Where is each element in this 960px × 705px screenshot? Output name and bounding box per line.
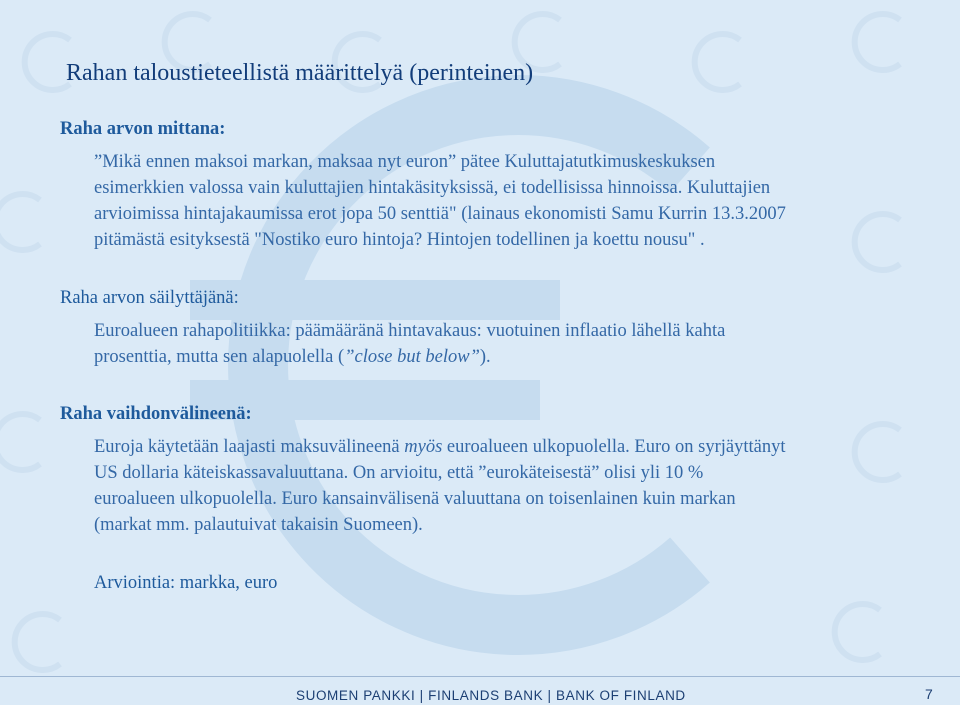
heading-text: Raha vaihdonvälineenä: bbox=[60, 404, 252, 424]
assessment-line: Arviointia: markka, euro bbox=[94, 573, 278, 593]
text-line: (markat mm. palautuivat takaisin Suomeen). bbox=[94, 515, 423, 535]
section-body-measure bbox=[94, 149, 924, 253]
text-line bbox=[94, 434, 924, 460]
text-segment: ). bbox=[479, 347, 491, 367]
text-segment: Euroja käytetään laajasti maksuvälineenä bbox=[94, 437, 405, 457]
text-line: ”Mikä ennen maksoi markan, maksaa nyt euron” pätee Kuluttajatutkimuskeskuksen bbox=[94, 152, 716, 172]
text-line bbox=[94, 344, 924, 370]
text-line: pitämästä esityksestä "Nostiko euro hintoja? Hintojen todellinen ja koettu nousu" . bbox=[94, 230, 705, 250]
text-line: Euroalueen rahapolitiikka: päämääränä hintavakaus: vuotuinen inflaatio lähellä kahta bbox=[94, 321, 726, 341]
section-body-exchange bbox=[94, 434, 924, 538]
section-heading-measure bbox=[60, 119, 225, 140]
text-line: esimerkkien valossa vain kuluttajien hintakäsityksissä, ei todellisissa hinnoissa. Kuluttajien bbox=[94, 178, 771, 198]
heading-text: Raha arvon mittana: bbox=[60, 119, 226, 139]
page-number: 7 bbox=[925, 686, 933, 702]
text-segment: prosenttia, mutta sen alapuolella ( bbox=[94, 347, 345, 367]
italic-phrase: myös bbox=[404, 437, 443, 457]
section-heading-exchange bbox=[60, 404, 252, 425]
section-body-store bbox=[94, 318, 924, 370]
text-line: US dollaria käteiskassavaluuttana. On arvioitu, että ”eurokäteisestä” olisi yli 10 % bbox=[94, 463, 704, 483]
heading-text: Raha arvon säilyttäjänä: bbox=[60, 288, 239, 308]
slide-title: Rahan taloustieteellistä määrittelyä (perinteinen) bbox=[66, 60, 534, 86]
text-line: euroalueen ulkopuolella. Euro kansainvälisenä valuuttana on toisenlainen kuin markan bbox=[94, 489, 736, 509]
footer-divider bbox=[0, 676, 960, 677]
section-heading-store bbox=[60, 288, 239, 309]
italic-phrase: ”close but below” bbox=[344, 347, 480, 367]
footer-bank-name: SUOMEN PANKKI | FINLANDS BANK | BANK OF FINLAND bbox=[296, 688, 686, 703]
text-segment: euroalueen ulkopuolella. Euro on syrjäyttänyt bbox=[442, 437, 786, 457]
text-line: arvioimissa hintajakaumissa erot jopa 50 senttiä" (lainaus ekonomisti Samu Kurrin 13.3.2007 bbox=[94, 204, 786, 224]
